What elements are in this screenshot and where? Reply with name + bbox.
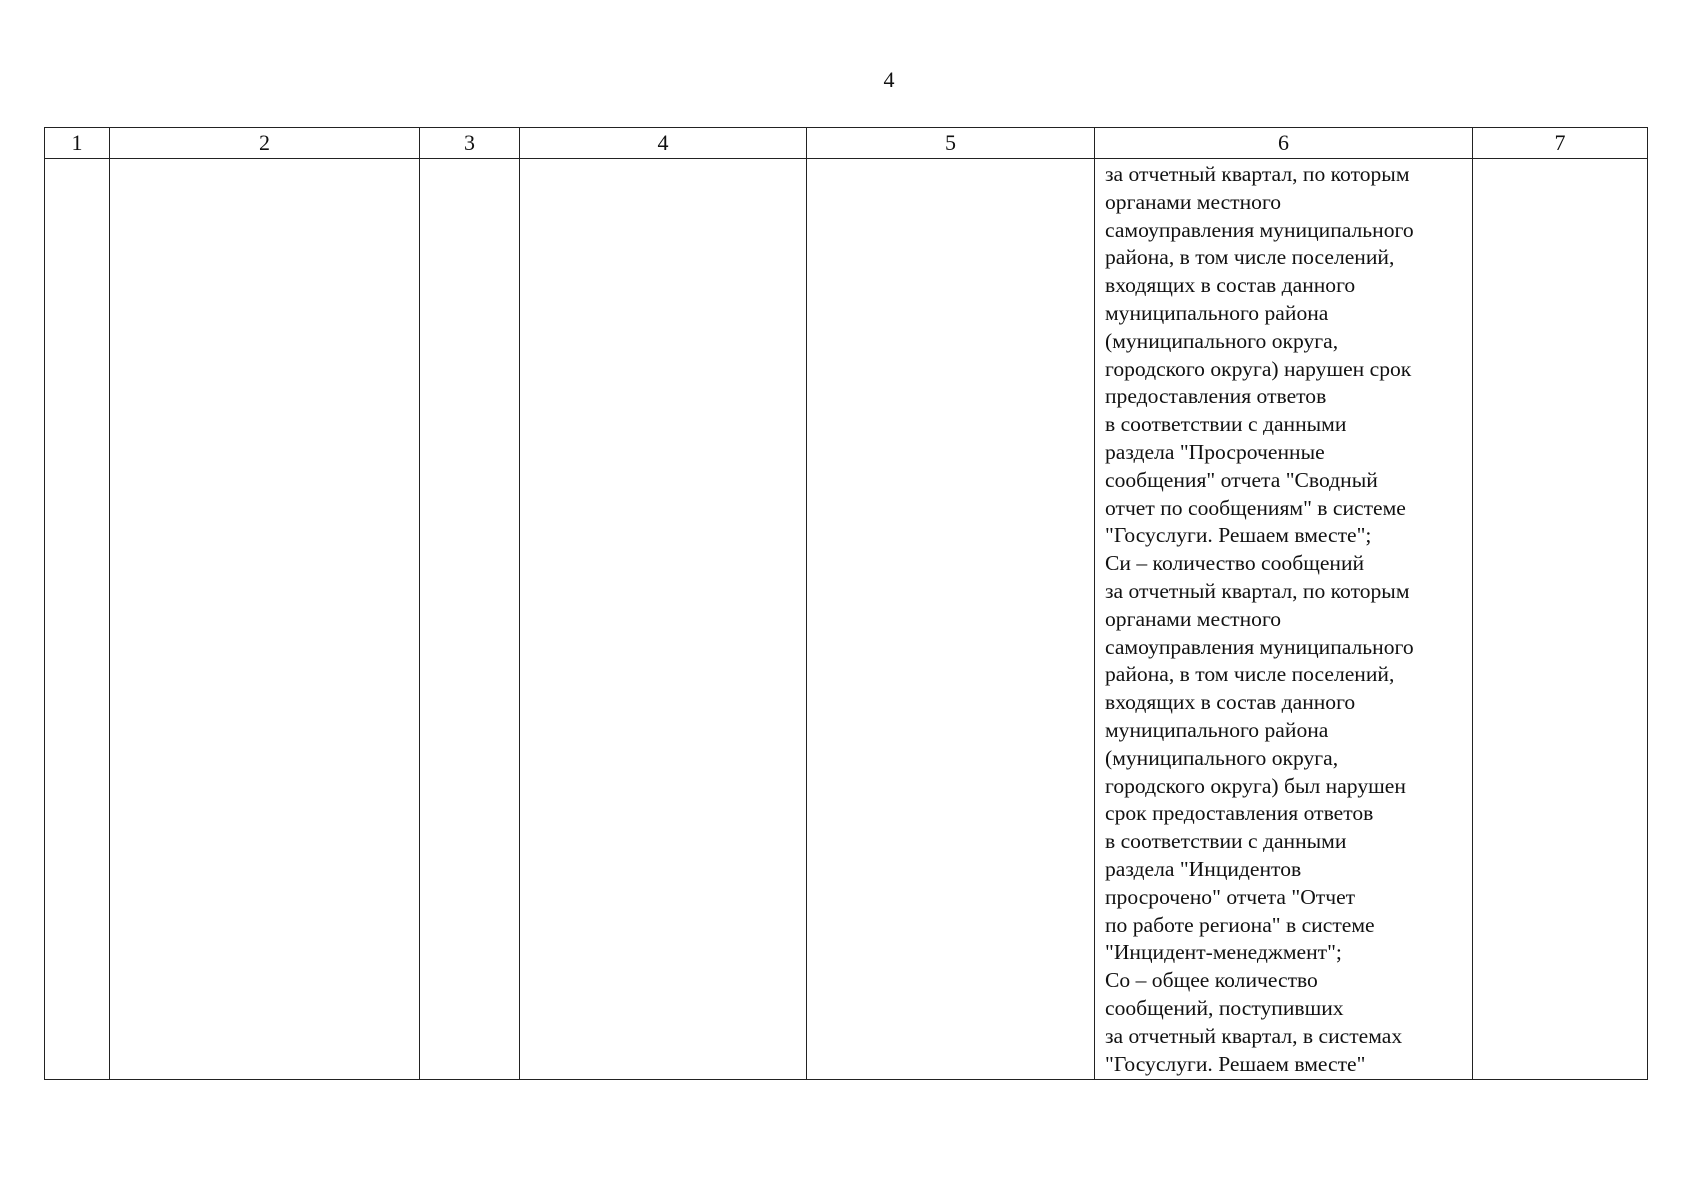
cell-col-7 — [1473, 159, 1648, 1080]
column-header-1: 1 — [45, 128, 110, 159]
text-line: входящих в состав данного — [1105, 273, 1356, 298]
text-line: за отчетный квартал, по которым — [1105, 578, 1410, 603]
text-line: "Инцидент-менеджмент"; — [1105, 940, 1342, 965]
page-number: 4 — [883, 67, 895, 92]
text-line: самоуправления муниципального — [1105, 634, 1414, 659]
text-line: (муниципального округа, — [1105, 328, 1339, 353]
text-line: просрочено" отчета "Отчет — [1105, 884, 1356, 909]
text-line: самоуправления муниципального — [1105, 217, 1414, 242]
text-line: по работе региона" в системе — [1105, 912, 1375, 937]
cell-col-4 — [520, 159, 807, 1080]
text-line: городского округа) нарушен срок — [1105, 356, 1412, 381]
text-line: "Госуслуги. Решаем вместе" — [1105, 1051, 1366, 1076]
column-header-2: 2 — [110, 128, 420, 159]
text-line: района, в том числе поселений, — [1105, 245, 1395, 270]
text-line: срок предоставления ответов — [1105, 801, 1374, 826]
column-header-4: 4 — [520, 128, 807, 159]
text-line: раздела "Просроченные — [1105, 439, 1325, 464]
text-line: за отчетный квартал, по которым — [1105, 162, 1410, 186]
column-header-7: 7 — [1473, 128, 1648, 159]
text-line: Си – количество сообщений — [1105, 551, 1365, 576]
cell-col-3 — [420, 159, 520, 1080]
text-line: муниципального района — [1105, 717, 1329, 742]
text-line: входящих в состав данного — [1105, 690, 1356, 715]
text-line: органами местного — [1105, 189, 1282, 214]
text-line: за отчетный квартал, в системах — [1105, 1023, 1403, 1048]
cell-col-2 — [110, 159, 420, 1080]
text-line: органами местного — [1105, 606, 1282, 631]
text-line: предоставления ответов — [1105, 384, 1327, 409]
cell-col-5 — [807, 159, 1095, 1080]
text-line: раздела "Инцидентов — [1105, 856, 1302, 881]
text-line: городского округа) был нарушен — [1105, 773, 1406, 798]
text-line: (муниципального округа, — [1105, 745, 1339, 770]
text-line: в соответствии с данными — [1105, 829, 1347, 854]
formula-description-text — [1095, 159, 1472, 1078]
text-line: отчет по сообщениям" в системе — [1105, 495, 1406, 520]
column-header-6: 6 — [1095, 128, 1473, 159]
cell-col-6 — [1095, 159, 1473, 1080]
text-line: "Госуслуги. Решаем вместе"; — [1105, 523, 1372, 548]
text-line: сообщений, поступивших — [1105, 995, 1344, 1020]
text-line: муниципального района — [1105, 300, 1329, 325]
column-header-3: 3 — [420, 128, 520, 159]
text-line: района, в том числе поселений, — [1105, 662, 1395, 687]
text-line: сообщения" отчета "Сводный — [1105, 467, 1378, 492]
table-header-row — [45, 128, 1648, 159]
text-line: в соответствии с данными — [1105, 412, 1347, 437]
table-row — [45, 159, 1648, 1080]
document-table — [44, 127, 1648, 1080]
column-header-5: 5 — [807, 128, 1095, 159]
cell-col-1 — [45, 159, 110, 1080]
text-line: Со – общее количество — [1105, 968, 1318, 993]
